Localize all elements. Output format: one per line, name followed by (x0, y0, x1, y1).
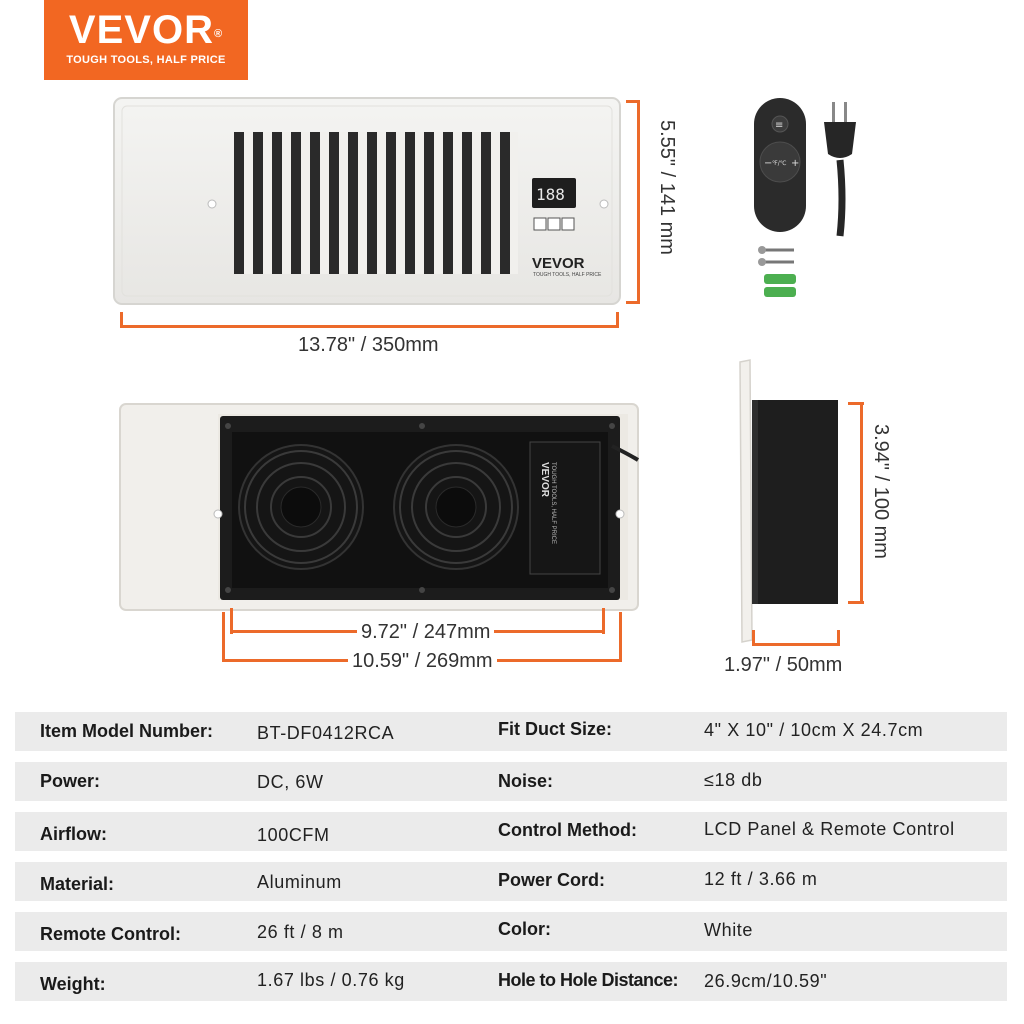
brand-logo (44, 0, 248, 80)
spec-value: DC, 6W (257, 772, 324, 792)
spec-label: Airflow: (40, 824, 107, 844)
back-label-tagline: TOUGH TOOLS, HALF PRICE (550, 462, 556, 545)
inner-width-label: 9.72" / 247mm (357, 621, 494, 644)
spec-value: 26.9cm/10.59" (704, 971, 828, 991)
outer-width-tick-left (222, 612, 225, 662)
back-view-image (118, 402, 642, 614)
remote-menu-icon: ≡ (775, 120, 784, 131)
spec-row (15, 812, 1007, 851)
panel-tagline: TOUGH TOOLS, HALF PRICE (533, 272, 602, 278)
height-label: 5.55" / 141 mm (656, 120, 678, 255)
back-label-brand: VEVOR (539, 462, 550, 498)
remote-plus-icon: + (791, 158, 800, 169)
spec-label: Control Method: (498, 820, 637, 840)
remote-minus-icon: − (764, 158, 773, 169)
spec-value: White (704, 920, 754, 940)
spec-value: Aluminum (257, 872, 342, 892)
lcd-digits: 188 (536, 185, 565, 204)
spec-row (15, 862, 1007, 901)
spec-label: Noise: (498, 771, 554, 791)
outer-width-label: 10.59" / 269mm (348, 650, 497, 673)
spec-value: ≤18 db (704, 770, 763, 790)
spec-row (15, 712, 1007, 751)
spec-label: Material: (40, 874, 115, 894)
depth-label: 1.97" / 50mm (724, 654, 843, 676)
spec-row (15, 762, 1007, 801)
spec-label: Color: (498, 919, 551, 939)
spec-value: 26 ft / 8 m (257, 922, 344, 942)
depth-tick-right (837, 630, 840, 646)
spec-label: Weight: (40, 974, 106, 994)
panel-brand: VEVOR (532, 255, 585, 272)
logo-registered-mark: ® (213, 28, 224, 40)
spec-value: 12 ft / 3.66 m (704, 869, 818, 889)
logo-brand: VEVOR (68, 8, 214, 52)
height-tick-bottom (626, 301, 640, 304)
width-dimension-line (120, 325, 619, 328)
spec-label: Power: (40, 771, 101, 791)
width-label: 13.78" / 350mm (298, 334, 439, 356)
spec-row (15, 912, 1007, 951)
spec-value: LCD Panel & Remote Control (704, 819, 955, 839)
spec-row (15, 962, 1007, 1001)
spec-value: BT-DF0412RCA (257, 723, 395, 743)
spec-label: Remote Control: (40, 924, 181, 944)
spec-label: Fit Duct Size: (498, 719, 613, 739)
width-tick-right (616, 312, 619, 328)
spec-value: 100CFM (257, 825, 330, 845)
spec-label: Item Model Number: (40, 721, 214, 741)
depth-height-tick-bottom (848, 601, 864, 604)
inner-width-tick-right (602, 608, 605, 634)
depth-height-label: 3.94" / 100 mm (870, 424, 892, 559)
side-view-image (734, 356, 844, 646)
depth-height-dimension-line (860, 402, 863, 604)
accessories-image (740, 90, 880, 300)
logo-tagline: TOUGH TOOLS, HALF PRICE (66, 54, 226, 66)
height-dimension-line (637, 100, 640, 304)
outer-width-tick-right (619, 612, 622, 662)
spec-value: 1.67 lbs / 0.76 kg (257, 970, 405, 990)
remote-temp-icon: ℉/℃ (772, 160, 787, 167)
spec-label: Hole to Hole Distance: (498, 970, 679, 990)
front-view-image (112, 96, 624, 308)
spec-label: Power Cord: (498, 870, 606, 890)
spec-value: 4" X 10" / 10cm X 24.7cm (704, 720, 924, 740)
depth-dimension-line (752, 643, 840, 646)
